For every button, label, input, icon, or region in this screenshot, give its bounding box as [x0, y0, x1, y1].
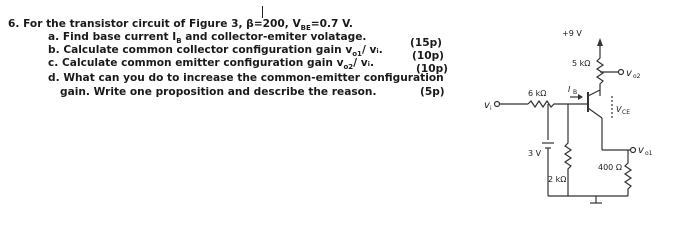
vi-sub-label: i	[490, 105, 492, 112]
part-c-text2: / vᵢ.	[353, 57, 374, 69]
transistor-collector	[588, 90, 600, 96]
r2-resistor	[565, 140, 571, 196]
vi-terminal	[495, 102, 500, 107]
ib-sub-label: B	[573, 89, 578, 96]
part-c-sub: o2	[343, 63, 354, 72]
re-resistor	[625, 160, 631, 196]
rb-resistor	[528, 101, 588, 107]
part-a-points: (15p)	[410, 37, 443, 49]
part-a-letter: a.	[48, 31, 60, 43]
part-b-letter: b.	[48, 44, 60, 56]
vo1-sub-label: o1	[645, 150, 653, 157]
vo2-label: v	[626, 68, 632, 79]
ib-arrowhead	[578, 94, 583, 100]
vce-label: V	[616, 105, 622, 114]
question-number: 6.	[8, 18, 20, 30]
transistor-emitter	[588, 108, 602, 118]
part-d-text: What can you do to increase the common-emitter configuration	[63, 72, 444, 84]
question-intro: For the transistor circuit of Figure 3, β=200, V	[23, 18, 301, 30]
part-d-points: (5p)	[420, 86, 445, 98]
vo2-sub-label: o2	[633, 73, 641, 80]
re-label: 400 Ω	[598, 163, 622, 172]
part-c-text: Calculate common emitter configuration gain v	[62, 57, 344, 69]
ib-label: I	[568, 85, 571, 94]
part-b-points: (10p)	[412, 50, 445, 62]
part-b-text: Calculate common collector configuration gain v	[63, 44, 353, 56]
part-a-text2: and collector-emiter volatage.	[181, 31, 367, 43]
vo1-label: v	[638, 145, 644, 156]
r2-label: 2 kΩ	[548, 175, 567, 184]
part-a-sub: B	[176, 37, 182, 46]
part-b-text2: / vᵢ.	[361, 44, 383, 56]
source-label: 3 V	[528, 149, 542, 158]
part-a-text: Find base current I	[62, 31, 177, 43]
part-c-points: (10p)	[416, 63, 449, 75]
part-d-letter: d.	[48, 72, 60, 84]
vbe-sub: BE	[300, 24, 311, 33]
rc-label: 5 kΩ	[572, 59, 591, 68]
supply-label: +9 V	[562, 29, 582, 38]
part-c-letter: c.	[48, 57, 59, 69]
question-intro-end: =0.7 V.	[310, 18, 353, 30]
rb-label: 6 kΩ	[528, 89, 547, 98]
vo2-terminal	[619, 70, 624, 75]
supply-arrow	[597, 38, 603, 46]
vce-sub-label: CE	[622, 109, 630, 116]
vi-label: v	[484, 100, 490, 111]
part-b-sub: o1	[352, 50, 362, 59]
part-d-line2: gain. Write one proposition and describe the reason.	[60, 86, 377, 98]
vo1-terminal	[631, 148, 636, 153]
